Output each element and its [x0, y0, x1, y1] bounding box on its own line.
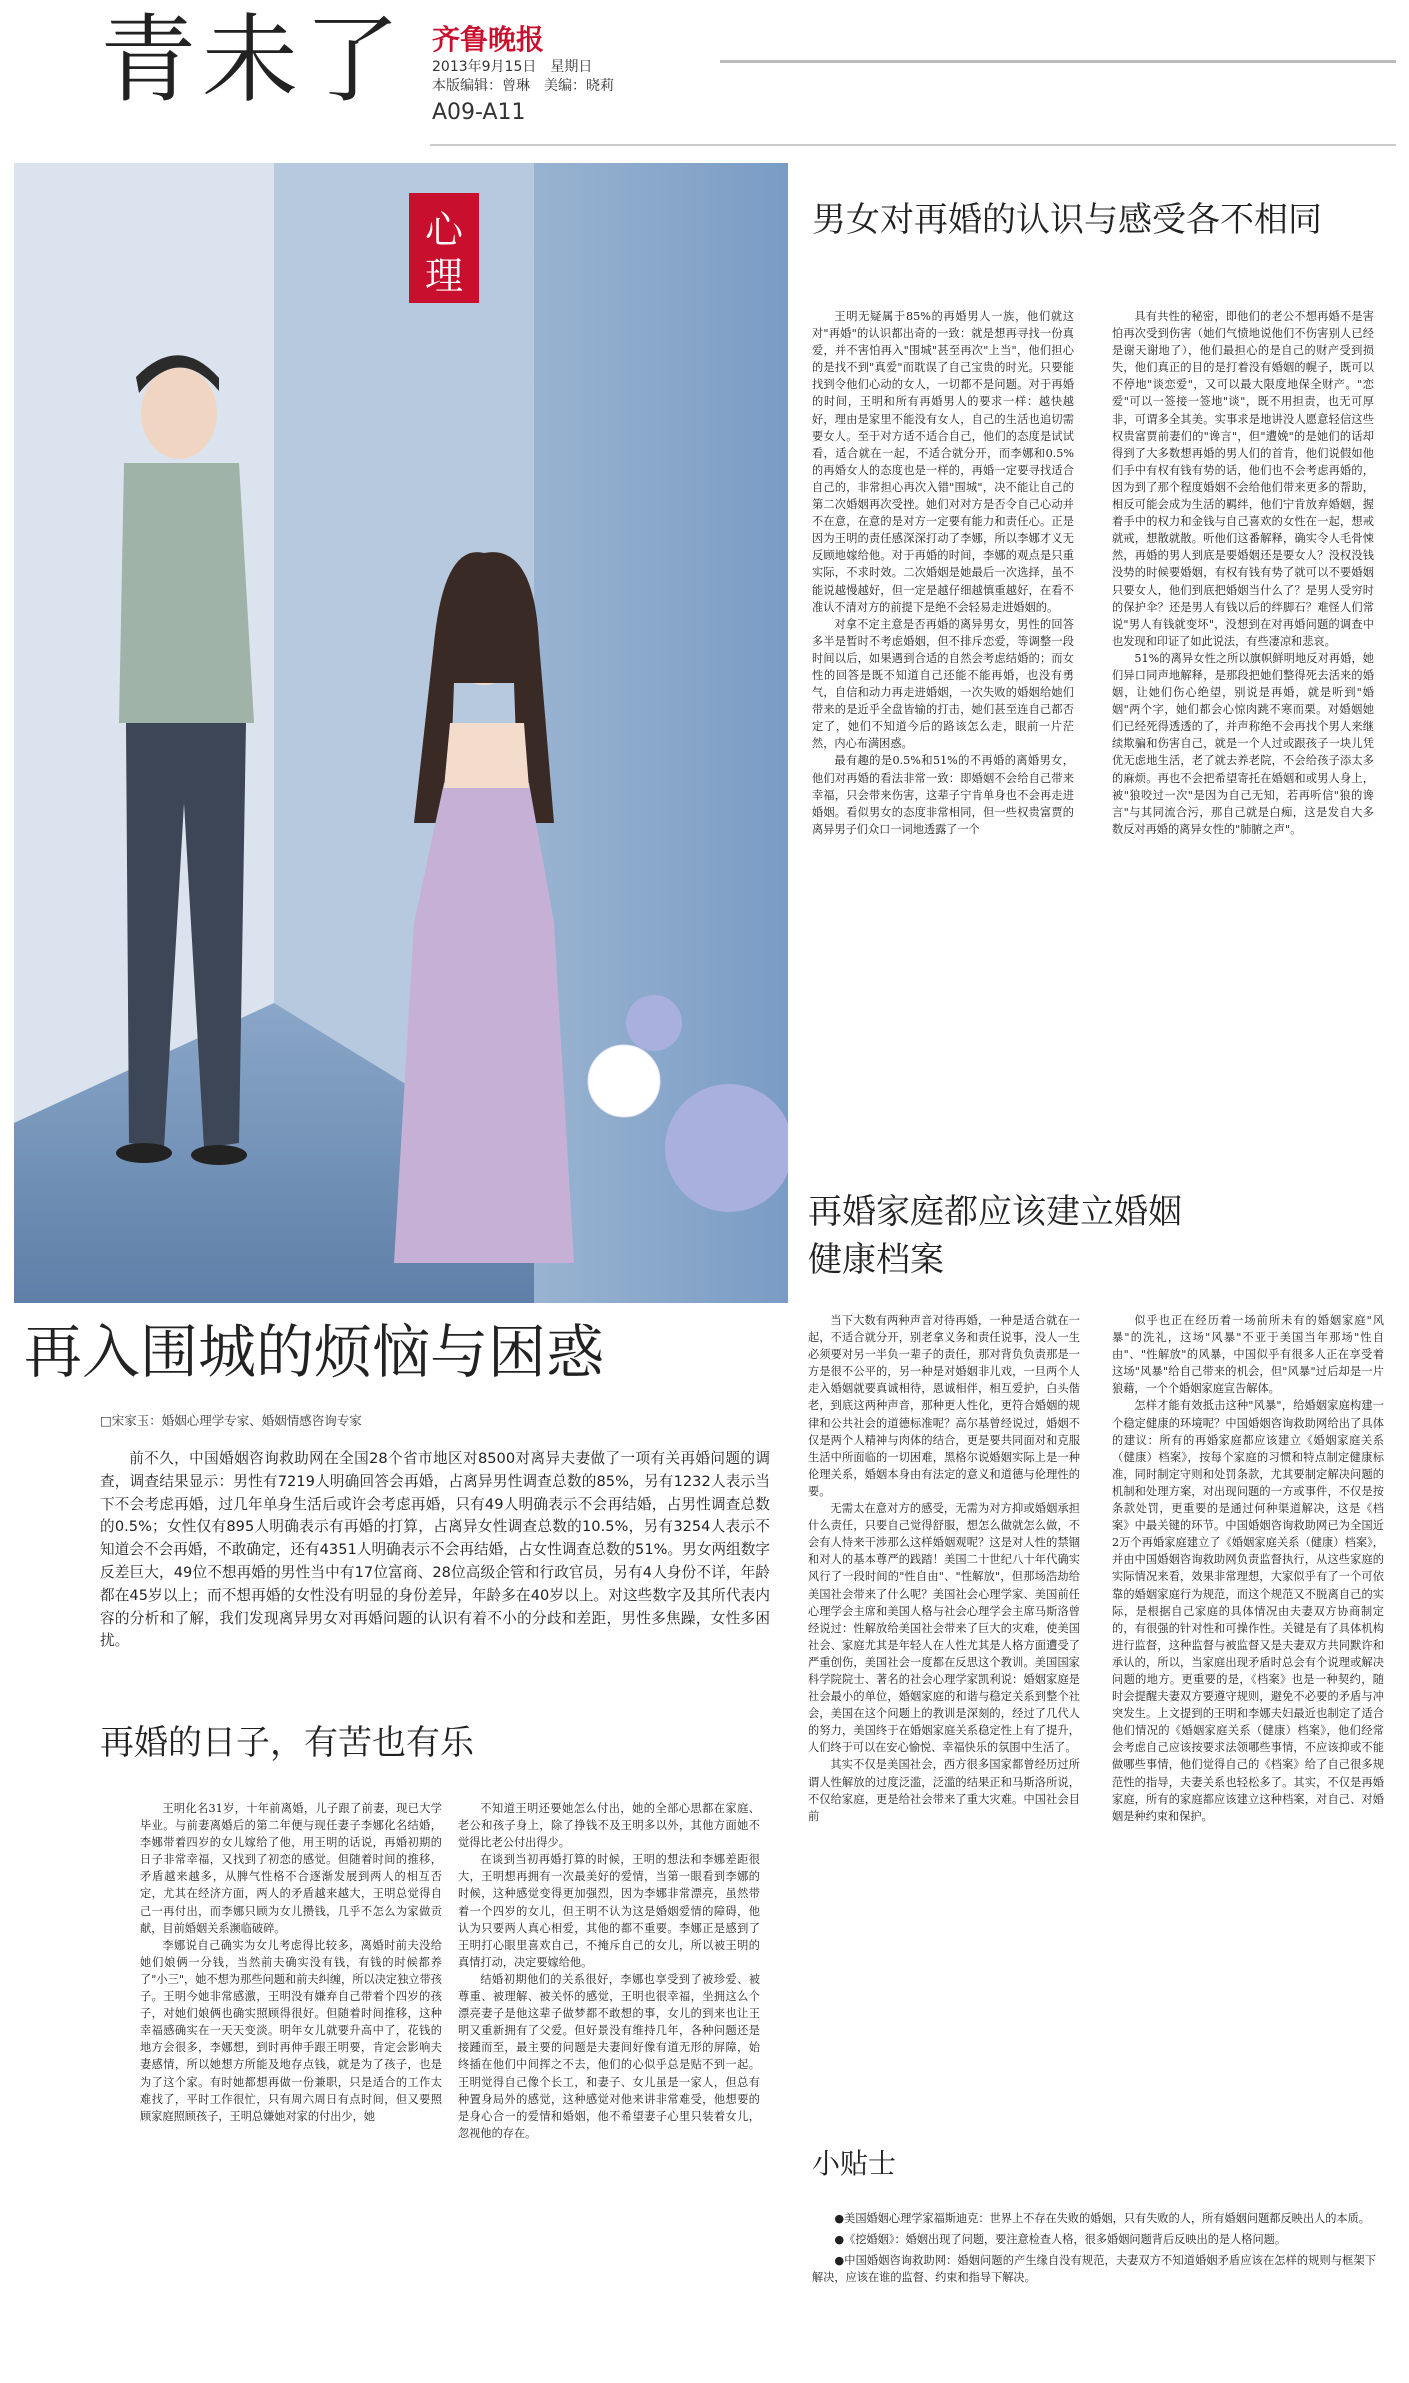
section1-title: 再婚的日子，有苦也有乐 — [100, 1723, 474, 1763]
paragraph: 51%的离异女性之所以旗帜鲜明地反对再婚，她们异口同声地解释，是那段把她们整得死去活来的婚姻，让她们伤心绝望，别说是再婚，就是听到"婚姻"两个字，她们都会心惊肉跳不寒而栗。对婚姻她们已经死得透透的了，并声称绝不会再找个男人来继续欺骗和伤害自己，就是一个人过或跟孩子一块儿凭优无虑地生活，老了就去养老院，不会给孩子添太多的麻烦。再也不会把希望寄托在婚姻和或男人身上，被"狼咬过一次"是因为自己无知，若再听信"狼的谗言"与其同流合污，那自己就是白痴，这是发自大多数反对再婚的离异女性的"肺腑之声"。 — [1112, 651, 1374, 836]
masthead-rule-lower — [430, 132, 1396, 146]
couple-illustration — [14, 163, 788, 1303]
seal-char-1: 心 — [424, 208, 464, 252]
section2-column-2 — [1112, 308, 1374, 1146]
paragraph: 怎样才能有效抵击这种"风暴"，给婚姻家庭构建一个稳定健康的环境呢？中国婚姻咨询救助网给出了具体的建议：所有的再婚家庭都应该建立《婚姻家庭关系（健康）档案》，按每个家庭的习惯和特点制定健康标准，同时制定守则和处罚条款，尤其要制定解决问题的机制和处理方案，对出现问题的一方或事件，不仅是按条款处罚，更重要的是通过何种渠道解决，这是《档案》中最关键的环节。中国婚姻咨询救助网已为全国近2万个再婚家庭建立了《婚姻家庭关系（健康）档案》，并由中国婚姻咨询救助网负责监督执行，从这些家庭的实际情况来看，效果非常理想，大家似乎有了一个可依靠的婚姻家庭行为规范，而这个规范又不脱离自己的实际，是根据自己家庭的具体情况由夫妻双方协商制定的，有很强的针对性和可操作性。关键是有了具体机构进行监督，这种监督与被监督又是夫妻双方共同默许和承认的，所以，当家庭出现矛盾时总会有个说理或解决问题的地方。更重要的是，《档案》也是一种契约，随时会提醒夫妻双方要遵守规则，避免不必要的矛盾与冲突发生。上文提到的王明和李娜夫妇最近也制定了适合他们情况的《婚姻家庭关系（健康）档案》，他们经常会考虑自己应该按要求法领哪些事情，不应该抑或不能做哪些事情，他们觉得自己的《档案》给了自己很多规范性的指导，夫妻关系也轻松多了。其实，不仅是再婚家庭，所有的家庭都应该建立这种档案，对自己、对婚姻是种约束和保护。 — [1112, 1399, 1384, 1823]
paragraph: 在谈到当初再婚打算的时候，王明的想法和李娜差距很大，王明想再拥有一次最美好的爱情，当第一眼看到李娜的时候，这种感觉变得更加强烈，因为李娜非常漂亮，虽然带着一个四岁的女儿，但王明不认为这是婚姻爱情的障碍，他认为只要两人真心相爱，其他的都不重要。李娜正是感到了王明打心眼里喜欢自己，不掩斥自己的女儿，所以被王明的真情打动，决定要嫁给他。 — [458, 1853, 760, 1969]
section2-column-1 — [812, 308, 1074, 1146]
lead-paragraph: 前不久，中国婚姻咨询救助网在全国28个省市地区对8500对离异夫妻做了一项有关再婚问题的调查，调查结果显示：男性有7219人明确回答会再婚，占离异男性调查总数的85%，另有1232人表示当下不会考虑再婚，过几年单身生活后或许会考虑再婚，只有49人明确表示不会再结婚，占男性调查总数的0.5%；女性仅有895人明确表示有再婚的打算，占离异女性调查总数的10.5%，另有3254人表示不知道会不会再婚，不敢确定，还有4351人明确表示不会再结婚，占女性调查总数的51%。男女两组数字反差巨大，49位不想再婚的男性当中有17位富商、28位高级企管和行政官员，另有4人身份不详，年龄都在45岁以上；而不想再婚的女性没有明显的身份差异，年龄多在40岁以上。对这些数字及其所代表内容的分析和了解，我们发现离异男女对再婚问题的认识有着不小的分歧和差距，男性多焦躁，女性多困扰。 — [100, 1450, 770, 1650]
byline: □宋家玉：婚姻心理学专家、婚姻情感咨询专家 — [100, 1413, 362, 1428]
paragraph: 结婚初期他们的关系很好，李娜也享受到了被珍爱、被尊重、被理解、被关怀的感觉，王明也很幸福，坐拥这么个漂亮妻子是他这辈子做梦都不敢想的事，女儿的到来也让王明又重新拥有了父爱。但好景没有维持几年，各种问题还是接踵而至，最主要的问题是夫妻间好像有道无形的屏障，始终插在他们中间挥之不去，他们的心似乎总是贴不到一起。王明觉得自己像个长工，和妻子、女儿虽是一家人，但总有种置身局外的感觉，这种感觉对他来讲非常难受，他想要的是身心合一的爱情和婚姻，他不希望妻子心里只装着女儿，忽视他的存在。 — [458, 1972, 760, 2140]
tips-list — [812, 2210, 1376, 2290]
seal-char-2: 理 — [424, 254, 464, 298]
issue-date: 2013年9月15日 星期日 — [432, 59, 593, 75]
newspaper-logo: 齐鲁晚报 — [432, 23, 545, 56]
section1-column-1 — [140, 1800, 442, 2360]
paragraph: 具有共性的秘密，即他们的老公不想再婚不是害怕再次受到伤害（她们气愤地说他们不伤害别人已经是谢天谢地了），他们最担心的是自己的财产受到损失，他们真正的目的是打着没有婚姻的幌子，既可以不停地"谈恋爱"，又可以最大限度地保全财产。"恋爱"可以一签接一签地"谈"，既不用担责，也无可厚非，可谓多全其美。实事求是地讲没人愿意轻信这些权贵富贾前妻们的"谗言"，但"遭娩"的是她们的话却得到了大多数想再婚的男人们的首肯，他们说假如他们手中有权有钱有势的话，他们也不会考虑再婚的，因为到了那个程度婚姻不会给他们带来更多的帮助，相反可能会成为生活的羁绊，他们宁肯放弃婚姻，握着手中的权力和金钱与自己喜欢的女性在一起，想戒就戒，想散就散。听他们这番解释，确实令人毛骨悚然，再婚的男人到底是要婚姻还是要女人？没权没钱没势的时候要婚姻，有权有钱有势了就可以不要婚姻只要女人，他们到底把婚姻当什么了？是男人受穷时的保护伞？还是男人有钱以后的绊脚石？难怪人们常说"男人有钱就变坏"，没想到在对再婚问题的调查中也发现和印证了如此说法，有些凄凉和悲哀。 — [1112, 310, 1374, 648]
paragraph: 无需太在意对方的感受，无需为对方抑或婚姻承担什么责任，只要自己觉得舒服，想怎么做就怎么做，不会有人恃来干涉那么这样婚姻观呢？这是对人性的禁锢和对人的基本尊严的践踏！美国二十世纪八十年代确实风行了一段时间的"性自由"、"性解放"，但那场浩劫给美国社会带来了什么呢？美国社会心理学家、美国前任心理学会主席和美国人格与社会心理学会主席马斯洛曾经说过：性解放给美国社会带来了巨大的灾难，使美国社会、家庭尤其是年轻人在人性尤其是人格方面遭受了严重创伤，美国社会一度都在反思这个教训。美国国家科学院院士、著名的社会心理学家凯利说：婚姻家庭是社会最小的单位，婚姻家庭的和谐与稳定关系到整个社会，美国在这个问题上的教训是深刻的，经过了几代人的努力，美国终于在婚姻家庭关系稳定性上有了提升，人们终于可以在安心愉悦、幸福快乐的氛围中生活了。 — [808, 1502, 1080, 1755]
main-headline: 再入围城的烦恼与困惑 — [24, 1318, 605, 1386]
tip-item: ●《挖婚姻》：婚姻出现了问题，要注意检查人格，很多婚姻问题背后反映出的是人格问题。 — [834, 2233, 1287, 2247]
section-title: 青未了 — [100, 4, 406, 116]
tip-item: ●中国婚姻咨询救助网：婚姻问题的产生缘自没有规范，夫妻双方不知道婚姻矛盾应该在怎样的规则与框架下解决，应该在谁的监督、约束和指导下解决。 — [812, 2254, 1376, 2285]
paragraph: 不知道王明还要她怎么付出，她的全部心思都在家庭、老公和孩子身上，除了挣钱不及王明多以外，其他方面她不觉得比老公付出得少。 — [458, 1802, 760, 1850]
section3-column-1 — [808, 1312, 1080, 2087]
paragraph: 王明无疑属于85%的再婚男人一族，他们就这对"再婚"的认识都出奇的一致：就是想再寻找一份真爱，并不害怕再入"围城"甚至再次"上当"，他们担心的是找不到"真爱"而耽误了自己宝贵的时光。只要能找到令他们心动的女人，一切都不是问题。对于再婚的时间，王明和所有再婚男人的要求一样：越快越好，理由是家里不能没有女人，自己的生活也追切需要女人。至于对方适不适合自己，他们的态度是试试看，适合就在一起，不适合就分开，而李娜和0.5%的再婚女人的态度也是一样的，再婚一定要寻找适合自己的，非常担心再次入错"围城"，决不能让自己的第二次婚姻再次受挫。她们对对方是否令自己心动并不在意，在意的是对方一定要有能力和责任心。正是因为王明的责任感深深打动了李娜，所以李娜才义无反顾地嫁给他。对于再婚的时间，李娜的观点是只重实际，不求时效。二次婚姻是她最后一次选择，虽不能说越慢越好，但一定是越仔细越慎重越好，在看不准认不清对方的前提下是绝不会轻易走进婚姻的。 — [812, 310, 1074, 614]
decor-circle-small — [626, 995, 682, 1051]
decor-circle-white — [588, 1045, 660, 1117]
issue-info — [432, 58, 614, 96]
paragraph: 最有趣的是0.5%和51%的不再婚的离婚男女，他们对再婚的看法非常一致：即婚姻不会给自己带来幸福，只会带来伤害，这辈子宁肯单身也不会再走进婚姻。看似男女的态度非常相同，但一些权贵富贾的离异男子们众口一词地透露了一个 — [812, 754, 1074, 836]
tip-item: ●美国婚姻心理学家福斯迪克：世界上不存在失败的婚姻，只有失败的人，所有婚姻问题都反映出人的本质。 — [834, 2212, 1370, 2225]
page-range: A09-A11 — [432, 100, 526, 125]
illustration — [14, 163, 788, 1303]
paragraph: 对拿不定主意是否再婚的离异男女，男性的回答多半是暂时不考虑婚姻，但不排斥恋爱，等调整一段时间以后，如果遇到合适的自然会考虑结婚的；而女性的回答是既不知道自己还能不能再婚，也没有勇气，自信和动力再走进婚姻，一次失败的婚姻给她们带来的是近乎全盘皆输的打击，她们甚至连自己都否定了，她们不知道今后的路该怎么走，眼前一片茫然，内心布满困惑。 — [812, 617, 1074, 751]
decor-circle-large — [665, 1084, 788, 1212]
editors-credit: 本版编辑：曾琳 美编：晓莉 — [432, 78, 614, 94]
tips-title: 小贴士 — [812, 2147, 897, 2180]
masthead-rule — [720, 18, 1396, 63]
paragraph: 李娜说自己确实为女儿考虑得比较多，离婚时前夫没给她们娘俩一分钱，当然前夫确实没有钱，有钱的时候都养了"小三"，她不想为那些问题和前夫纠缠，所以决定独立带孩子。王明今她非常感激，王明没有嫌弃自己带着个四岁的孩子，对她们娘俩也确实照顾得很好。但随着时间推移，这种幸福感确实在一天天变淡。明年女儿就要升高中了，花钱的地方会很多，李娜想，到时再伸手跟王明要，肯定会影响夫妻感情，所以她想方所能及地存点钱，就是为了孩子，也是为了这个家。有时她都想再做一份兼职，只是适合的工作太难找了，平时工作很忙，只有周六周日有点时间，但又要照顾家庭照顾孩子，王明总嫌她对家的付出少，她 — [140, 1938, 442, 2123]
section3-column-2 — [1112, 1312, 1384, 2087]
section1-column-2 — [458, 1800, 760, 2360]
section2-title: 男女对再婚的认识与感受各不相同 — [812, 200, 1322, 240]
paragraph: 当下大数有两种声音对待再婚，一种是适合就在一起，不适合就分开，别老拿义务和责任说事，没人一生必须要对另一半负一辈子的责任，那对背负负责那是一方是很不公平的，另一种是对婚姻非儿戏，一旦两个人走入婚姻就要真诚相待，恩诚相伴，相互爱护，白头偕老，到底这两种声音，那种更人性化，更符合婚姻的规律和公共社会的道德标准呢？高尔基曾经说过，婚姻不仅是两个人精神与肉体的结合，更是要共同面对和克服生活中所面临的一切困难，黑格尔说婚姻实际上是一种伦理关系，婚姻本身由有法定的意义和道德与伦理性的要。 — [808, 1314, 1080, 1498]
section3-title: 再婚家庭都应该建立婚姻健康档案 — [808, 1192, 1182, 1280]
paragraph: 其实不仅是美国社会，西方很多国家都曾经历过所谓人性解放的过度泛滥，泛滥的结果正和马斯洛所说，不仅给家庭，更是给社会带来了重大灾难。中国社会目前 — [808, 1758, 1080, 1823]
paragraph: 王明化名31岁，十年前离婚，儿子跟了前妻，现已大学毕业。与前妻离婚后的第二年便与现任妻子李娜化名结婚，李娜带着四岁的女儿嫁给了他，用王明的话说，再婚初期的日子非常幸福，又找到了初恋的感觉。但随着时间的推移，矛盾越来越多，从脾气性格不合逐渐发展到两人的相互否定，尤其在经济方面，两人的矛盾越来越大，王明总觉得自己一再付出，而李娜只顾为女儿攒钱，几乎不怎么为家做贡献，目前婚姻关系濒临破碎。 — [140, 1802, 442, 1935]
paragraph: 似乎也正在经历着一场前所未有的婚姻家庭"风暴"的洗礼，这场"风暴"不亚于美国当年那场"性自由"、"性解放"的风暴，中国似乎有很多人正在享受着这场"风暴"给自己带来的机会，但"风暴"过后却是一片狼藉，一个个婚姻家庭宣告解体。 — [1112, 1314, 1384, 1396]
